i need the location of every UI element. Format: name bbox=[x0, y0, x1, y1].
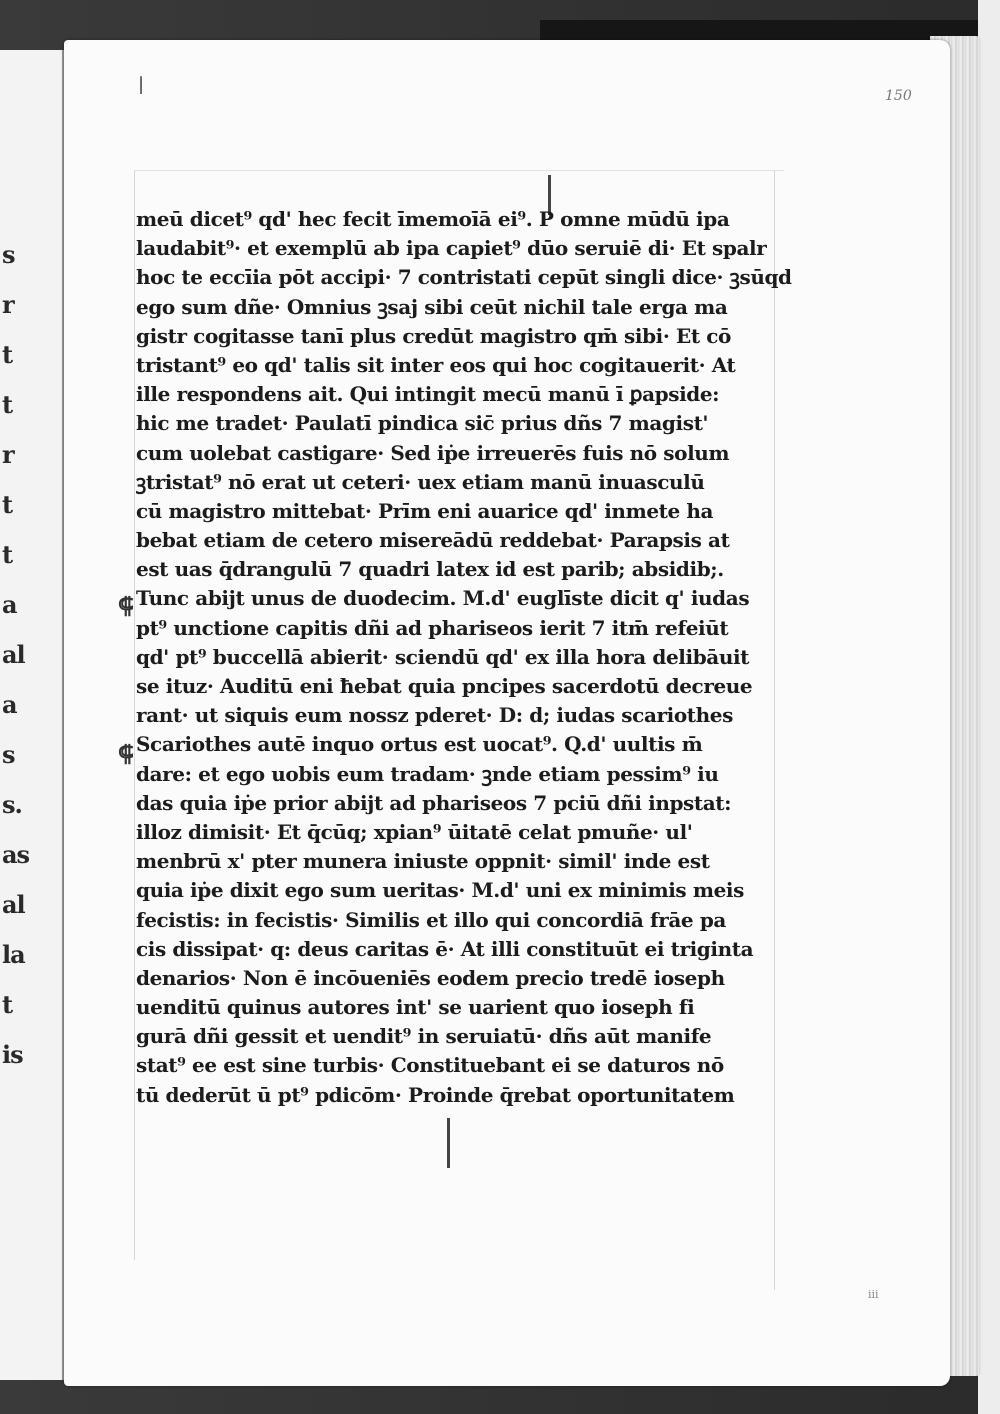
facing-page-text-fragment: al bbox=[2, 640, 25, 669]
text-line: hoc te eccīia pōt accipi· 7 contristati cepūt singli dice· ꝫsūqd bbox=[136, 265, 792, 290]
facing-page-text-fragment: is bbox=[2, 1040, 23, 1069]
facing-page-text-fragment: s bbox=[2, 740, 15, 769]
facing-page-text-fragment: s bbox=[2, 240, 15, 269]
text-line: hic me tradet· Paulatī pindica sic̄ prius dñs 7 magist' bbox=[136, 411, 709, 436]
text-line: pt⁹ unctione capitis dñi ad phariseos ierit 7 itm̄ refeiūt bbox=[136, 615, 729, 640]
text-line: menbrū x' pter munera iniuste oppnit· simil' inde est bbox=[136, 849, 710, 874]
facing-page-text-fragment: a bbox=[2, 690, 17, 719]
text-line: est uas q̄drangulū 7 quadri latex id est parib; absidib;. bbox=[136, 557, 724, 582]
paragraph-mark-icon: ⸿ bbox=[118, 741, 134, 767]
facing-page-text-fragment: s. bbox=[2, 790, 22, 819]
text-line: quia iṗe dixit ego sum ueritas· M.d' uni ex minimis meis bbox=[136, 878, 744, 903]
facing-page-text-fragment: t bbox=[2, 340, 13, 369]
facing-page-text-fragment: t bbox=[2, 990, 13, 1019]
facing-page-text-fragment: t bbox=[2, 390, 13, 419]
text-line: das quia iṗe prior abijt ad phariseos 7 pciū dñi inpstat: bbox=[136, 790, 732, 815]
text-line: bebat etiam de cetero misereādū reddebat· Parapsis at bbox=[136, 528, 730, 553]
text-line: ego sum dñe· Omnius ꝫsaj sibi ceūt nichil tale erga ma bbox=[136, 294, 728, 319]
text-line: tū dederūt ū pt⁹ pdicōm· Proinde q̄rebat oportunitatem bbox=[136, 1082, 735, 1107]
facing-page-text-fragment: r bbox=[2, 290, 14, 319]
text-line: tristant⁹ eo qd' talis sit inter eos qui hoc cogitauerit· At bbox=[136, 352, 736, 377]
text-line: denarios· Non ē incōueniēs eodem precio tredē ioseph bbox=[136, 965, 725, 990]
facing-page-text-fragment: r bbox=[2, 440, 14, 469]
text-line: cis dissipat· q: deus caritas ē· At illi constituūt ei triginta bbox=[136, 936, 754, 961]
text-line: cū magistro mittebat· Prīm eni auarice qd' inmete ha bbox=[136, 498, 714, 523]
decorative-descender bbox=[447, 1118, 450, 1168]
text-line: se ituz· Auditū eni ħebat quia pncipes sacerdotū decreue bbox=[136, 674, 753, 698]
facing-page-text-fragment: a bbox=[2, 590, 17, 619]
folio-number: 150 bbox=[885, 88, 912, 104]
text-line: stat⁹ ee est sine turbis· Constituebant ei se daturos nō bbox=[136, 1053, 724, 1078]
facing-page-text-fragment: al bbox=[2, 890, 25, 919]
facing-page-text-fragment: t bbox=[2, 490, 13, 519]
text-line: uenditū quinus autores int' se uarient quo ioseph fi bbox=[136, 995, 695, 1020]
text-line: rant· ut siquis eum nossz pderet· D: d; iudas scariothes bbox=[136, 703, 733, 728]
text-line: fecistis: in fecistis· Similis et illo qui concordiā frāe pa bbox=[136, 907, 726, 932]
text-line: gistr cogitasse tanī plus credūt magistro qm̄ sibi· Et cō bbox=[136, 323, 731, 348]
text-line: Tunc abijt unus de duodecim. M.d' euglīste dicit q' iudas bbox=[136, 586, 750, 611]
text-line: ꝫtristat⁹ nō erat ut ceteri· uex etiam manū inuasculū bbox=[136, 469, 705, 494]
facing-page-text-fragment: as bbox=[2, 840, 30, 869]
main-text-block bbox=[136, 205, 796, 1110]
paragraph-mark-icon: ⸿ bbox=[118, 593, 134, 619]
text-line: cum uolebat castigare· Sed iṗe irreuerēs fuis nō solum bbox=[136, 440, 730, 465]
margin-mark: | bbox=[138, 74, 145, 95]
facing-page-text-fragment: t bbox=[2, 540, 13, 569]
text-line: dare: et ego uobis eum tradam· ꝫnde etiam pessim⁹ iu bbox=[136, 761, 719, 786]
ruling-line bbox=[134, 170, 135, 1260]
text-line: laudabit⁹· et exemplū ab ipa capiet⁹ dūo seruiē di· Et spalr bbox=[136, 236, 767, 261]
text-line: meū dicet⁹ qd' hec fecit īmemoīā ei⁹. P omne mūdū ipa bbox=[136, 207, 730, 231]
text-line: illoz dimisit· Et q̄cūq; xpian⁹ ūitatē celat pmuñe· ul' bbox=[136, 819, 693, 844]
text-line: Scariothes autē inquo ortus est uocat⁹. Q.d' uultis m̄ bbox=[136, 732, 703, 757]
text-line: ille respondens ait. Qui intingit mecū manū ī ꝑapside: bbox=[136, 382, 720, 407]
margin-mark-bottom: iii bbox=[868, 1288, 879, 1301]
facing-page-fragment bbox=[0, 50, 64, 1380]
text-line: gurā dñi gessit et uendit⁹ in seruiatū· dñs aūt manife bbox=[136, 1024, 712, 1049]
facing-page-text-fragment: la bbox=[2, 940, 25, 969]
ruling-line bbox=[134, 170, 784, 171]
text-line: qd' pt⁹ buccellā abierit· sciendū qd' ex illa hora delibāuit bbox=[136, 644, 750, 669]
